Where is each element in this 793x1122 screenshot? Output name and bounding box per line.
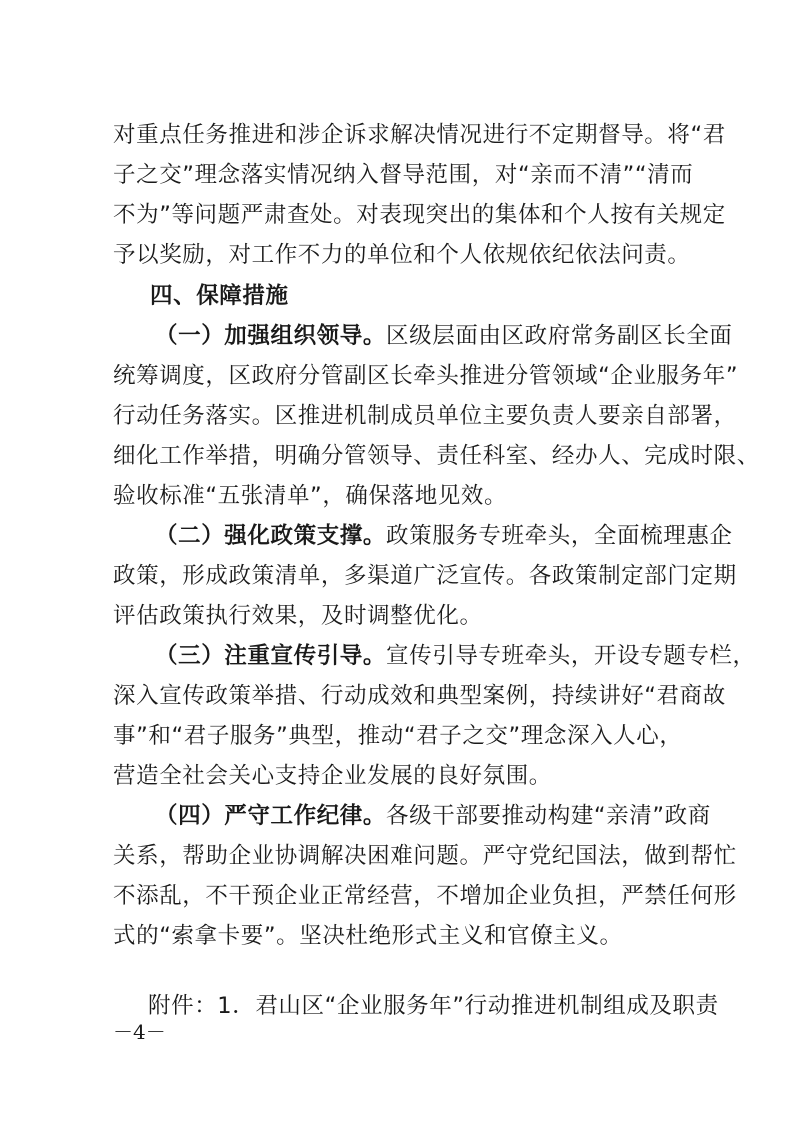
item-text: 政策服务专班牵头，全面梳理惠企: [386, 523, 733, 549]
body-line: 统筹调度，区政府分管副区长牵头推进分管领域“企业服务年”: [113, 363, 739, 389]
item-title: （四）严守工作纪律。: [155, 803, 387, 829]
item-first-line: [155, 641, 756, 671]
body-line: 不添乱，不干预企业正常经营，不增加企业负担，严禁任何形: [113, 883, 737, 909]
item-first-line: [155, 801, 711, 831]
item-text: 宣传引导专班牵头，开设专题专栏，: [386, 643, 756, 669]
body-line: 政策，形成政策清单，多渠道广泛宣传。各政策制定部门定期: [113, 563, 737, 589]
item-title: （二）强化政策支撑。: [155, 523, 387, 549]
item-text: 区级层面由区政府常务副区长全面: [386, 323, 733, 349]
item-first-line: [155, 321, 733, 351]
body-line: 对重点任务推进和涉企诉求解决情况进行不定期督导。将“君: [113, 122, 726, 148]
item-text: 各级干部要推动构建“亲清”政商: [386, 803, 711, 829]
item-title: （一）加强组织领导。: [155, 323, 387, 349]
item-first-line: [155, 521, 733, 551]
body-line: 深入宣传政策举措、行动成效和典型案例，持续讲好“君商故: [113, 683, 726, 709]
body-line: 营造全社会关心支持企业发展的良好氛围。: [113, 763, 552, 789]
body-line: 事”和“君子服务”典型，推动“君子之交”理念深入人心，: [113, 723, 683, 749]
body-line: 式的“索拿卡要”。坚决杜绝形式主义和官僚主义。: [113, 923, 623, 949]
body-line: 予以奖励，对工作不力的单位和个人依规依纪依法问责。: [113, 242, 691, 268]
item-title: （三）注重宣传引导。: [155, 643, 387, 669]
body-line: 子之交”理念落实情况纳入督导范围，对“亲而不清”“清而: [113, 162, 694, 188]
body-line: 细化工作举措，明确分管领导、责任科室、经办人、完成时限、: [113, 443, 760, 469]
body-line: 评估政策执行效果，及时调整优化。: [113, 603, 483, 629]
body-line: 行动任务落实。区推进机制成员单位主要负责人要亲自部署，: [113, 403, 737, 429]
body-line: 关系，帮助企业协调解决困难问题。严守党纪国法，做到帮忙: [113, 843, 737, 869]
body-line: 验收标准“五张清单”，确保落地见效。: [113, 483, 508, 509]
attachment-line: 附件：1．君山区“企业服务年”行动推进机制组成及职责: [148, 993, 719, 1019]
body-line: 不为”等问题严肃查处。对表现突出的集体和个人按有关规定: [113, 202, 726, 228]
section-heading: 四、保障措施: [150, 283, 289, 309]
page-number: －4－: [113, 1020, 166, 1044]
